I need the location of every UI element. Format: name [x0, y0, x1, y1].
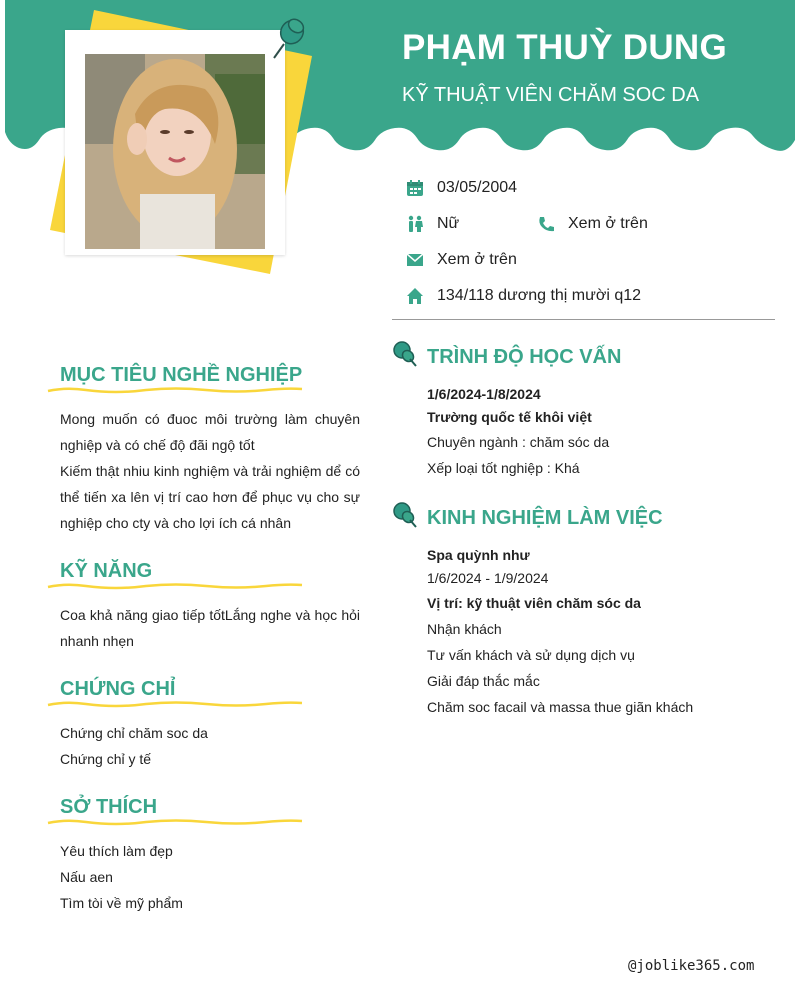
gender-value: Nữ — [437, 215, 460, 232]
objective-line: Kiếm thật nhiu kinh nghiệm và trải nghiệm dể có thể tiến xa lên vị trí cao hơn để phục vụ cho sự nghiệp cho cty và cho lợi ích cá nhân — [60, 463, 360, 531]
email-row — [405, 250, 517, 270]
contact-divider — [392, 319, 775, 320]
email-value: Xem ở trên — [437, 251, 517, 268]
experience-duty: Tư vấn khách và sử dụng dịch vụ — [427, 647, 635, 663]
education-period: 1/6/2024-1/8/2024 — [427, 386, 541, 402]
certificate-item: Chứng chỉ chăm soc da — [60, 725, 208, 741]
pushpin-icon — [266, 14, 308, 67]
education-grade: Xếp loại tốt nghiệp : Khá — [427, 460, 580, 476]
gender-row — [405, 214, 459, 234]
email-icon — [405, 250, 425, 270]
education-school: Trường quốc tế khôi việt — [427, 409, 592, 425]
watermark-text: @joblike365.com — [628, 958, 755, 974]
hobbies-underline — [46, 816, 304, 828]
hobby-item: Nấu aen — [60, 869, 113, 885]
experience-position: Vị trí: kỹ thuật viên chăm sóc da — [427, 595, 641, 611]
education-pin-icon — [392, 340, 418, 368]
skills-line: Coa khả năng giao tiếp tốtLắng nghe và học hỏi nhanh nhẹn — [60, 607, 360, 649]
birthday-value: 03/05/2004 — [437, 179, 518, 196]
gender-icon — [405, 214, 425, 234]
phone-icon — [536, 214, 556, 234]
hobbies-title: SỞ THÍCH — [60, 796, 158, 818]
certificates-underline — [46, 698, 304, 710]
education-title: TRÌNH ĐỘ HỌC VẤN — [427, 346, 622, 368]
hobbies-text — [60, 838, 360, 916]
address-row — [405, 286, 641, 306]
experience-period: 1/6/2024 - 1/9/2024 — [427, 570, 549, 586]
objective-text — [60, 406, 360, 536]
skills-title: KỸ NĂNG — [60, 560, 153, 582]
experience-duty: Chăm soc facail và massa thue giãn khách — [427, 699, 694, 715]
certificates-text — [60, 720, 360, 772]
home-icon — [405, 286, 425, 306]
objective-title: MỤC TIÊU NGHỀ NGHIỆP — [60, 364, 303, 386]
education-major: Chuyên ngành : chăm sóc da — [427, 434, 610, 450]
certificate-item: Chứng chỉ y tế — [60, 751, 152, 767]
objective-line: Mong muốn có đuoc môi trường làm chuyên nghiệp và có chế độ đãi ngộ tốt — [60, 411, 360, 453]
job-title: KỸ THUẬT VIÊN CHĂM SOC DA — [402, 84, 700, 106]
profile-photo — [85, 54, 265, 249]
experience-company: Spa quỳnh như — [427, 547, 530, 563]
phone-value: Xem ở trên — [568, 215, 648, 232]
calendar-icon — [405, 178, 425, 198]
certificates-title: CHỨNG CHỈ — [60, 678, 176, 700]
birthday-row — [405, 178, 517, 198]
experience-duty: Nhận khách — [427, 621, 502, 637]
experience-pin-icon — [392, 501, 418, 529]
experience-duty: Giải đáp thắc mắc — [427, 673, 540, 689]
skills-text — [60, 602, 360, 654]
skills-underline — [46, 580, 304, 592]
address-value: 134/118 dương thị mười q12 — [437, 287, 642, 304]
phone-row — [536, 214, 648, 234]
candidate-name: PHẠM THUỲ DUNG — [402, 28, 728, 67]
hobby-item: Yêu thích làm đẹp — [60, 843, 173, 859]
objective-underline — [46, 384, 304, 396]
experience-title: KINH NGHIỆM LÀM VIỆC — [427, 507, 663, 529]
hobby-item: Tìm tòi về mỹ phẩm — [60, 895, 183, 911]
